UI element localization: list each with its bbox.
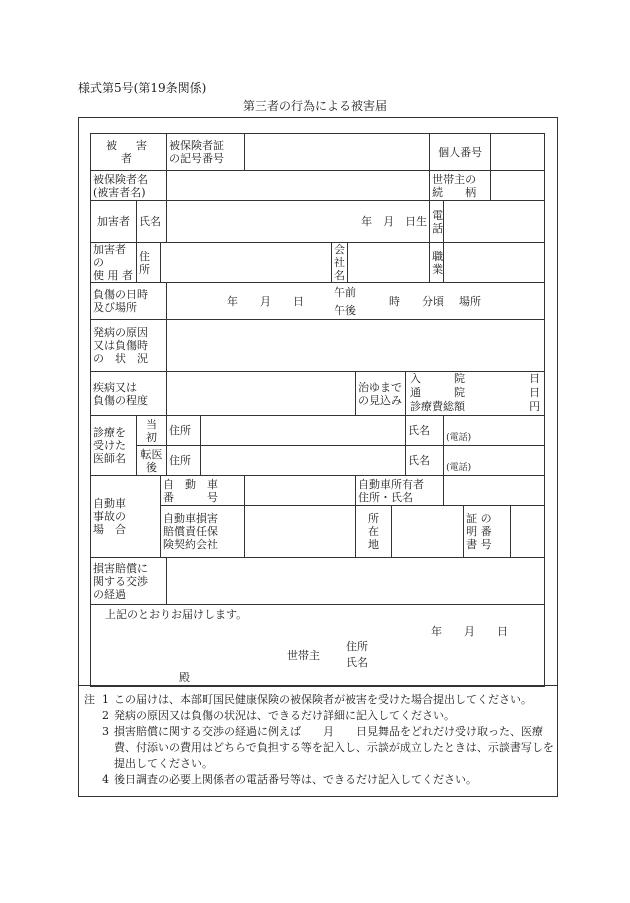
employer-address-label: 住所	[137, 243, 161, 283]
certificate-char5: 番	[480, 525, 492, 538]
transfer-doctor-name-label: 氏名	[406, 446, 444, 476]
injury-time-label	[91, 283, 167, 320]
first-doctor-address-field[interactable]	[201, 416, 406, 446]
employer-label-line1: 加害者の	[93, 243, 126, 269]
declarant-address-label: 住所	[346, 640, 368, 653]
vehicle-owner-label-line1: 自動車所有者	[358, 477, 424, 491]
note-text: この届けは、本部町国民健康保険の被保険者が被害を受けた場合提出してください。	[114, 693, 532, 706]
pm-label: 午後	[334, 304, 356, 317]
insurer-location-label-char3: 地	[368, 538, 379, 551]
certificate-char4: の	[480, 512, 492, 525]
note-item-1	[84, 692, 554, 708]
occupation-field[interactable]	[444, 243, 545, 283]
certificate-number-field[interactable]	[511, 506, 545, 558]
declarant-name-label: 氏名	[346, 656, 368, 669]
insurance-card-number-field[interactable]	[245, 134, 430, 171]
row-declaration	[91, 605, 545, 687]
employer-address-field[interactable]	[161, 243, 332, 283]
cause-label-line3: の 状 況	[93, 352, 148, 365]
cause-label-line2: 又は負傷時	[93, 339, 148, 352]
certificate-number-label-line3	[466, 538, 492, 551]
vehicle-accident-label-line3: 場 合	[93, 523, 126, 536]
outpatient-days-unit: 日	[529, 386, 541, 399]
assailant-tel-label-char1: 電	[432, 208, 444, 222]
insurance-card-label-line2: の記号番号	[169, 152, 224, 165]
assailant-name-birth-field[interactable]	[167, 201, 430, 243]
occupation-label	[430, 243, 444, 283]
insured-name-label-line1: 被保険者名	[93, 172, 148, 186]
personal-number-label: 個人番号	[430, 134, 491, 171]
vehicle-accident-label-line2: 事故の	[93, 510, 126, 523]
row-doctor-first	[91, 416, 545, 446]
employer-label	[91, 243, 137, 283]
transfer-doctor-address-label: 住所	[167, 446, 201, 476]
certificate-char1: 証	[466, 512, 478, 525]
cause-label-line1: 発病の原因	[93, 326, 148, 339]
recovery-outlook-label	[356, 372, 406, 416]
company-name-label-char3: 名	[334, 269, 345, 282]
household-relation-label-line2: 続 柄	[432, 185, 477, 199]
total-cost-label: 診療費総額	[410, 400, 465, 413]
certificate-number-label-line1	[466, 512, 492, 525]
vehicle-owner-label	[356, 476, 444, 506]
victim-label: 被 害 者	[91, 134, 167, 171]
occupation-label-char1: 職	[432, 249, 444, 263]
injury-time-label-line2: 及び場所	[93, 301, 137, 314]
treatment-summary-field[interactable]	[406, 372, 545, 416]
row-negotiation	[91, 558, 545, 605]
row-assailant	[91, 201, 545, 243]
negotiation-label-line2: 関する交渉	[93, 574, 148, 588]
transfer-doctor-label-line2: 後	[146, 460, 157, 474]
note-number: 2	[102, 709, 109, 722]
assailant-name-label: 氏名	[137, 201, 167, 243]
insurer-label-line3: 険契約会社	[163, 538, 218, 551]
severity-field[interactable]	[167, 372, 356, 416]
negotiation-label-line1: 損害賠償に	[93, 561, 148, 575]
vehicle-number-label-line1: 自 動 車	[163, 477, 218, 491]
vehicle-owner-label-line2: 住所・氏名	[358, 490, 413, 504]
insurer-label-line2: 賠償責任保	[163, 525, 218, 538]
first-doctor-label	[137, 416, 167, 446]
occupation-label-char2: 業	[432, 262, 444, 276]
insured-name-field[interactable]	[167, 171, 430, 201]
vehicle-number-label-line2: 番 号	[163, 490, 218, 504]
first-doctor-name-field[interactable]	[444, 416, 545, 446]
row-victim	[91, 134, 545, 171]
row-severity	[91, 372, 545, 416]
note-text: 損害賠償に関する交渉の経過に例えば 月 日見舞品をどれだけ受け取った、医療費、付添いの費用はどちらで負担する等を記入し、示談が成立したときは、示談書写しを提出してください。	[114, 725, 554, 770]
personal-number-field[interactable]	[491, 134, 545, 171]
insurer-location-label-char1: 所	[368, 512, 379, 525]
vehicle-accident-label-line1: 自動車	[93, 497, 126, 510]
declaration-statement: 上記のとおりお届けします。	[105, 608, 248, 621]
company-name-label	[332, 243, 348, 283]
note-text: 発病の原因又は負傷の状況は、できるだけ詳細に記入してください。	[114, 709, 455, 722]
note-item-2	[84, 708, 554, 724]
household-head-label: 世帯主	[287, 649, 320, 662]
recovery-outlook-label-line2: の見込み	[358, 393, 402, 407]
injury-time-label-line1: 負傷の日時	[93, 288, 148, 301]
employer-label-line2: 使 用 者	[93, 269, 133, 282]
addressee-suffix: 殿	[179, 671, 190, 684]
injury-place-label: 場所	[459, 295, 481, 308]
note-number: 4	[102, 773, 109, 786]
insurer-location-field[interactable]	[392, 506, 464, 558]
company-name-label-char2: 社	[334, 256, 345, 269]
transfer-doctor-tel-label: (電話)	[446, 463, 472, 473]
vehicle-accident-label	[91, 476, 161, 558]
negotiation-label	[91, 558, 167, 605]
inpatient-label: 入 院	[410, 372, 465, 385]
row-employer	[91, 243, 545, 283]
vehicle-owner-field[interactable]	[444, 476, 545, 506]
first-doctor-label-char1: 当	[146, 417, 157, 431]
injury-time-field[interactable]	[167, 283, 545, 320]
form-number: 様式第5号(第19条関係)	[78, 81, 207, 95]
row-vehicle-number	[91, 476, 545, 506]
row-cause	[91, 320, 545, 372]
cause-label	[91, 320, 167, 372]
total-cost-unit: 円	[529, 400, 541, 413]
row-insured-name	[91, 171, 545, 201]
household-relation-label-line1: 世帯主の	[432, 172, 477, 186]
assailant-tel-label	[430, 201, 444, 243]
certificate-char3: 書	[466, 538, 478, 551]
insured-name-label	[91, 171, 167, 201]
doctor-label-line2: 受けた	[93, 439, 126, 452]
row-doctor-transfer	[91, 446, 545, 476]
assailant-tel-field[interactable]	[444, 201, 545, 243]
am-label: 午前	[334, 286, 356, 299]
doctor-label-line1: 診療を	[93, 426, 126, 439]
note-number: 3	[102, 725, 109, 738]
note-text: 後日調査の必要上関係者の電話番号等は、できるだけ記入してください。	[114, 773, 477, 786]
transfer-doctor-address-field[interactable]	[201, 446, 406, 476]
note-item-3	[84, 724, 554, 772]
insured-name-label-line2: (被害者名)	[93, 185, 146, 199]
vehicle-number-label	[161, 476, 245, 506]
company-name-field[interactable]	[348, 243, 430, 283]
severity-label-line1: 疾病又は	[93, 380, 137, 394]
declaration-area	[91, 605, 545, 687]
inpatient-days-unit: 日	[529, 372, 541, 385]
notes-prefix: 注	[84, 693, 95, 706]
first-doctor-address-label: 住所	[167, 416, 201, 446]
notes-section	[84, 692, 554, 788]
household-relation-field[interactable]	[491, 171, 545, 201]
negotiation-field[interactable]	[167, 558, 545, 605]
doctor-label-line3: 医師名	[93, 452, 126, 465]
note-item-4	[84, 772, 554, 788]
declaration-date[interactable]: 年 月 日	[431, 625, 508, 638]
severity-label-line2: 負傷の程度	[93, 393, 148, 407]
insurance-card-label	[167, 134, 245, 171]
assailant-label: 加害者	[91, 201, 137, 243]
transfer-doctor-label-line1: 転医	[140, 447, 163, 461]
certificate-char2: 明	[466, 525, 478, 538]
row-injury-time	[91, 283, 545, 320]
injury-date-text: 年 月 日	[227, 295, 304, 308]
company-name-label-char1: 会	[334, 243, 345, 256]
insurer-label	[161, 506, 245, 558]
report-table	[90, 133, 545, 687]
cause-field[interactable]	[167, 320, 545, 372]
certificate-number-label	[464, 506, 511, 558]
recovery-outlook-label-line1: 治ゆまで	[358, 380, 402, 394]
insurer-location-label	[356, 506, 392, 558]
first-doctor-name-label: 氏名	[406, 416, 444, 446]
vehicle-number-field[interactable]	[245, 476, 356, 506]
assailant-tel-label-char2: 話	[432, 221, 444, 235]
first-doctor-label-char2: 初	[146, 430, 157, 444]
transfer-doctor-label	[137, 446, 167, 476]
injury-time-text: 時 分頃	[389, 295, 444, 308]
negotiation-label-line3: の経過	[93, 587, 126, 601]
certificate-char6: 号	[480, 538, 492, 551]
certificate-number-label-line2	[466, 525, 492, 538]
form-title: 第三者の行為による被害届	[242, 99, 387, 113]
first-doctor-tel-label: (電話)	[446, 433, 472, 443]
birth-date-label: 年 月 日生	[361, 215, 428, 228]
doctor-label	[91, 416, 137, 476]
household-relation-label	[430, 171, 491, 201]
severity-label	[91, 372, 167, 416]
outpatient-label: 通 院	[410, 386, 465, 399]
insurer-label-line1: 自動車損害	[163, 512, 218, 525]
insurer-location-label-char2: 在	[368, 525, 379, 538]
note-number: 1	[102, 693, 109, 706]
insurer-field[interactable]	[245, 506, 356, 558]
insurance-card-label-line1: 被保険者証	[169, 139, 224, 152]
transfer-doctor-name-field[interactable]	[444, 446, 545, 476]
